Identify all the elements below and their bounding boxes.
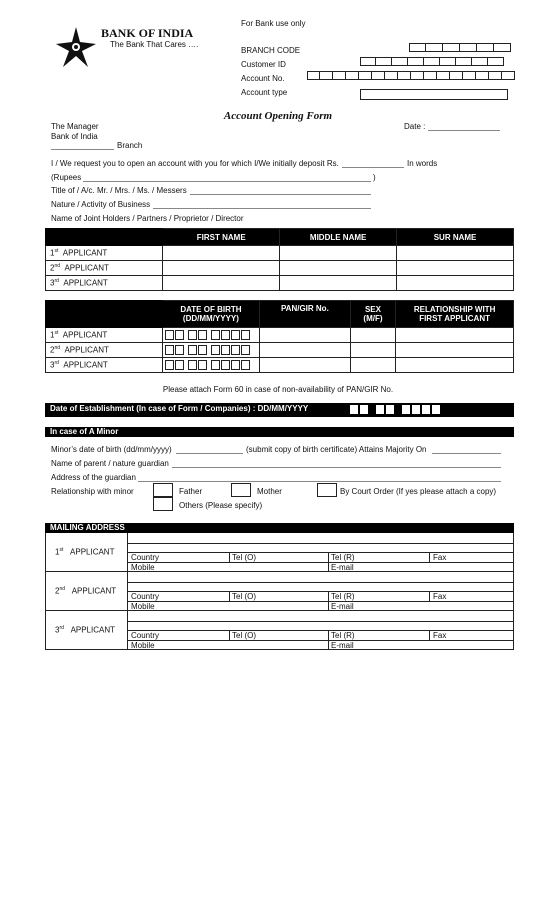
sex-cell[interactable] [350,343,395,358]
tel-o-field[interactable]: Tel (O) [232,631,256,640]
sur-name-cell[interactable] [397,261,514,276]
names-table [45,228,514,291]
tel-r-field[interactable]: Tel (R) [331,631,355,640]
minor-dob-label: Minor’s date of birth (dd/mm/yyyy) [51,445,172,454]
divider [328,591,329,601]
minor-heading: In case of A Minor [50,427,119,436]
title-field[interactable] [190,194,371,195]
dob-table [45,300,514,373]
father-label: Father [179,487,203,496]
minor-dob-field[interactable] [176,453,243,454]
sex-header: SEX [364,305,381,314]
rupees-field[interactable] [83,181,371,182]
applicant-label: 1st APPLICANT [55,547,115,557]
relationship-cell[interactable] [396,358,514,373]
majority-date-field[interactable] [432,453,501,454]
in-words-label: In words [407,159,438,168]
address-line-field[interactable] [128,552,513,553]
parent-label: Name of parent / nature guardian [51,459,169,468]
applicant-label: 3rd APPLICANT [55,625,116,635]
table-row [46,328,514,343]
rupees-close: ) [373,173,376,182]
mailing-applicant-block [46,611,513,650]
deposit-text: I / We request you to open an account with you for which I/We initially deposit Rs. [51,159,339,168]
table-row [46,358,514,373]
divider [128,562,513,563]
dob-header: DATE OF BIRTH [180,305,242,314]
sex-cell[interactable] [350,328,395,343]
applicant-label: 2nd APPLICANT [46,261,163,276]
applicant-label: 3rd APPLICANT [46,358,163,373]
middle-name-cell[interactable] [280,246,397,261]
bank-label: Bank of India [51,132,98,141]
address-line-field[interactable] [128,543,513,544]
divider [229,591,230,601]
divider [328,562,329,572]
date-label: Date : [404,122,426,131]
mailing-heading-bar [45,523,514,533]
nature-field[interactable] [153,208,371,209]
account-type-field[interactable] [360,89,508,100]
mother-label: Mother [257,487,282,496]
relationship-label: Relationship with minor [51,487,134,496]
mailing-heading: MAILING ADDRESS [50,523,125,532]
table-row [46,276,514,291]
divider [128,601,513,602]
divider [328,630,329,640]
country-field[interactable]: Country [131,553,160,562]
address-line-field[interactable] [128,591,513,592]
form-title: Account Opening Form [223,110,333,122]
establishment-bar [45,403,514,417]
pan-header: PAN/GIR No. [259,301,350,328]
divider [328,640,329,650]
relationship-cell[interactable] [396,328,514,343]
applicant-label: 2nd APPLICANT [55,586,117,596]
court-order-checkbox[interactable] [317,483,337,497]
table-row [46,343,514,358]
first-name-cell[interactable] [163,276,280,291]
title-label: Title of / A/c. Mr. / Mrs. / Ms. / Messers [51,186,187,195]
bank-use-heading: For Bank use only [241,19,306,28]
establishment-date-field[interactable] [350,405,440,414]
divider [429,552,430,562]
mother-checkbox[interactable] [231,483,251,497]
sex-cell[interactable] [350,358,395,373]
dob-cell[interactable] [162,358,259,373]
mobile-field[interactable]: Mobile [131,641,155,650]
middle-name-cell[interactable] [280,276,397,291]
table-row [46,246,514,261]
dob-cell[interactable] [162,343,259,358]
middle-name-header: MIDDLE NAME [280,229,397,246]
father-checkbox[interactable] [153,483,173,497]
court-order-label: By Court Order (If yes please attach a copy) [340,487,497,496]
sex-format-header: (M/F) [363,314,383,323]
divider [128,640,513,641]
rupees-label: (Rupees [51,173,82,182]
tel-r-field[interactable]: Tel (R) [331,592,355,601]
divider [328,601,329,611]
first-applicant-header: FIRST APPLICANT [419,314,490,323]
dob-cell[interactable] [162,328,259,343]
bank-tagline: The Bank That Cares …. [110,40,199,49]
email-field[interactable]: E-mail [331,602,354,611]
joint-holders-label: Name of Joint Holders / Partners / Proprietor / Director [51,214,244,223]
nature-label: Nature / Activity of Business [51,200,151,209]
pan-cell[interactable] [259,328,350,343]
relationship-cell[interactable] [396,343,514,358]
divider [328,552,329,562]
address-line-field[interactable] [128,582,513,583]
manager-label: The Manager [51,122,99,131]
branch-code-label: BRANCH CODE [241,46,301,55]
first-name-cell[interactable] [163,246,280,261]
pan-cell[interactable] [259,358,350,373]
address-line-field[interactable] [128,621,513,622]
applicant-label: 1st APPLICANT [46,328,163,343]
sur-name-cell[interactable] [397,246,514,261]
divider [229,552,230,562]
address-grid [127,572,513,611]
branch-field[interactable] [51,149,114,150]
address-grid [127,611,513,650]
date-field[interactable] [428,130,500,131]
email-field[interactable]: E-mail [331,641,354,650]
fax-field[interactable]: Fax [433,553,447,562]
customer-id-label: Customer ID [241,60,286,69]
first-name-cell[interactable] [163,261,280,276]
establishment-label: Date of Establishment (In case of Form / Companies) : DD/MM/YYYY [50,404,309,413]
address-grid [127,533,513,572]
account-no-field[interactable] [307,71,515,80]
mailing-applicant-block [46,572,513,611]
tel-o-field[interactable]: Tel (O) [232,592,256,601]
sur-name-cell[interactable] [397,276,514,291]
pan-cell[interactable] [259,343,350,358]
guardian-address-field[interactable] [138,481,501,482]
sur-name-header: SUR NAME [397,229,514,246]
branch-label: Branch [117,141,143,150]
deposit-amount-field[interactable] [342,167,404,168]
tel-r-field[interactable]: Tel (R) [331,553,355,562]
middle-name-cell[interactable] [280,261,397,276]
mobile-field[interactable]: Mobile [131,563,155,572]
tel-o-field[interactable]: Tel (O) [232,553,256,562]
star-logo-icon [55,25,97,69]
applicant-label: 2nd APPLICANT [46,343,163,358]
table-row [46,261,514,276]
address-line-field[interactable] [128,630,513,631]
mailing-address-block [45,533,514,650]
account-type-label: Account type [241,88,288,97]
applicant-label: 3rd APPLICANT [46,276,163,291]
applicant-label: 1st APPLICANT [46,246,163,261]
account-no-label: Account No. [241,74,285,83]
minor-heading-bar [45,427,514,437]
fax-field[interactable]: Fax [433,631,447,640]
others-checkbox[interactable] [153,497,173,511]
country-field[interactable]: Country [131,592,160,601]
dob-format-header: (DD/MM/YYYY) [182,314,239,323]
bank-name: BANK OF INDIA [101,26,194,40]
customer-id-field[interactable] [360,57,504,66]
branch-code-field[interactable] [409,43,511,52]
divider [229,630,230,640]
divider [429,591,430,601]
guardian-address-label: Address of the guardian [51,473,136,482]
country-field[interactable]: Country [131,631,160,640]
mobile-field[interactable]: Mobile [131,602,155,611]
email-field[interactable]: E-mail [331,563,354,572]
form60-note: Please attach Form 60 in case of non-availability of PAN/GIR No. [162,385,394,394]
parent-field[interactable] [172,467,501,468]
relationship-header: RELATIONSHIP WITH [413,305,496,314]
others-label: Others (Please specify) [179,501,263,510]
first-name-header: FIRST NAME [163,229,280,246]
mailing-applicant-block [46,533,513,572]
fax-field[interactable]: Fax [433,592,447,601]
divider [429,630,430,640]
minor-dob-note: (submit copy of birth certificate) Attains Majority On [246,445,427,454]
